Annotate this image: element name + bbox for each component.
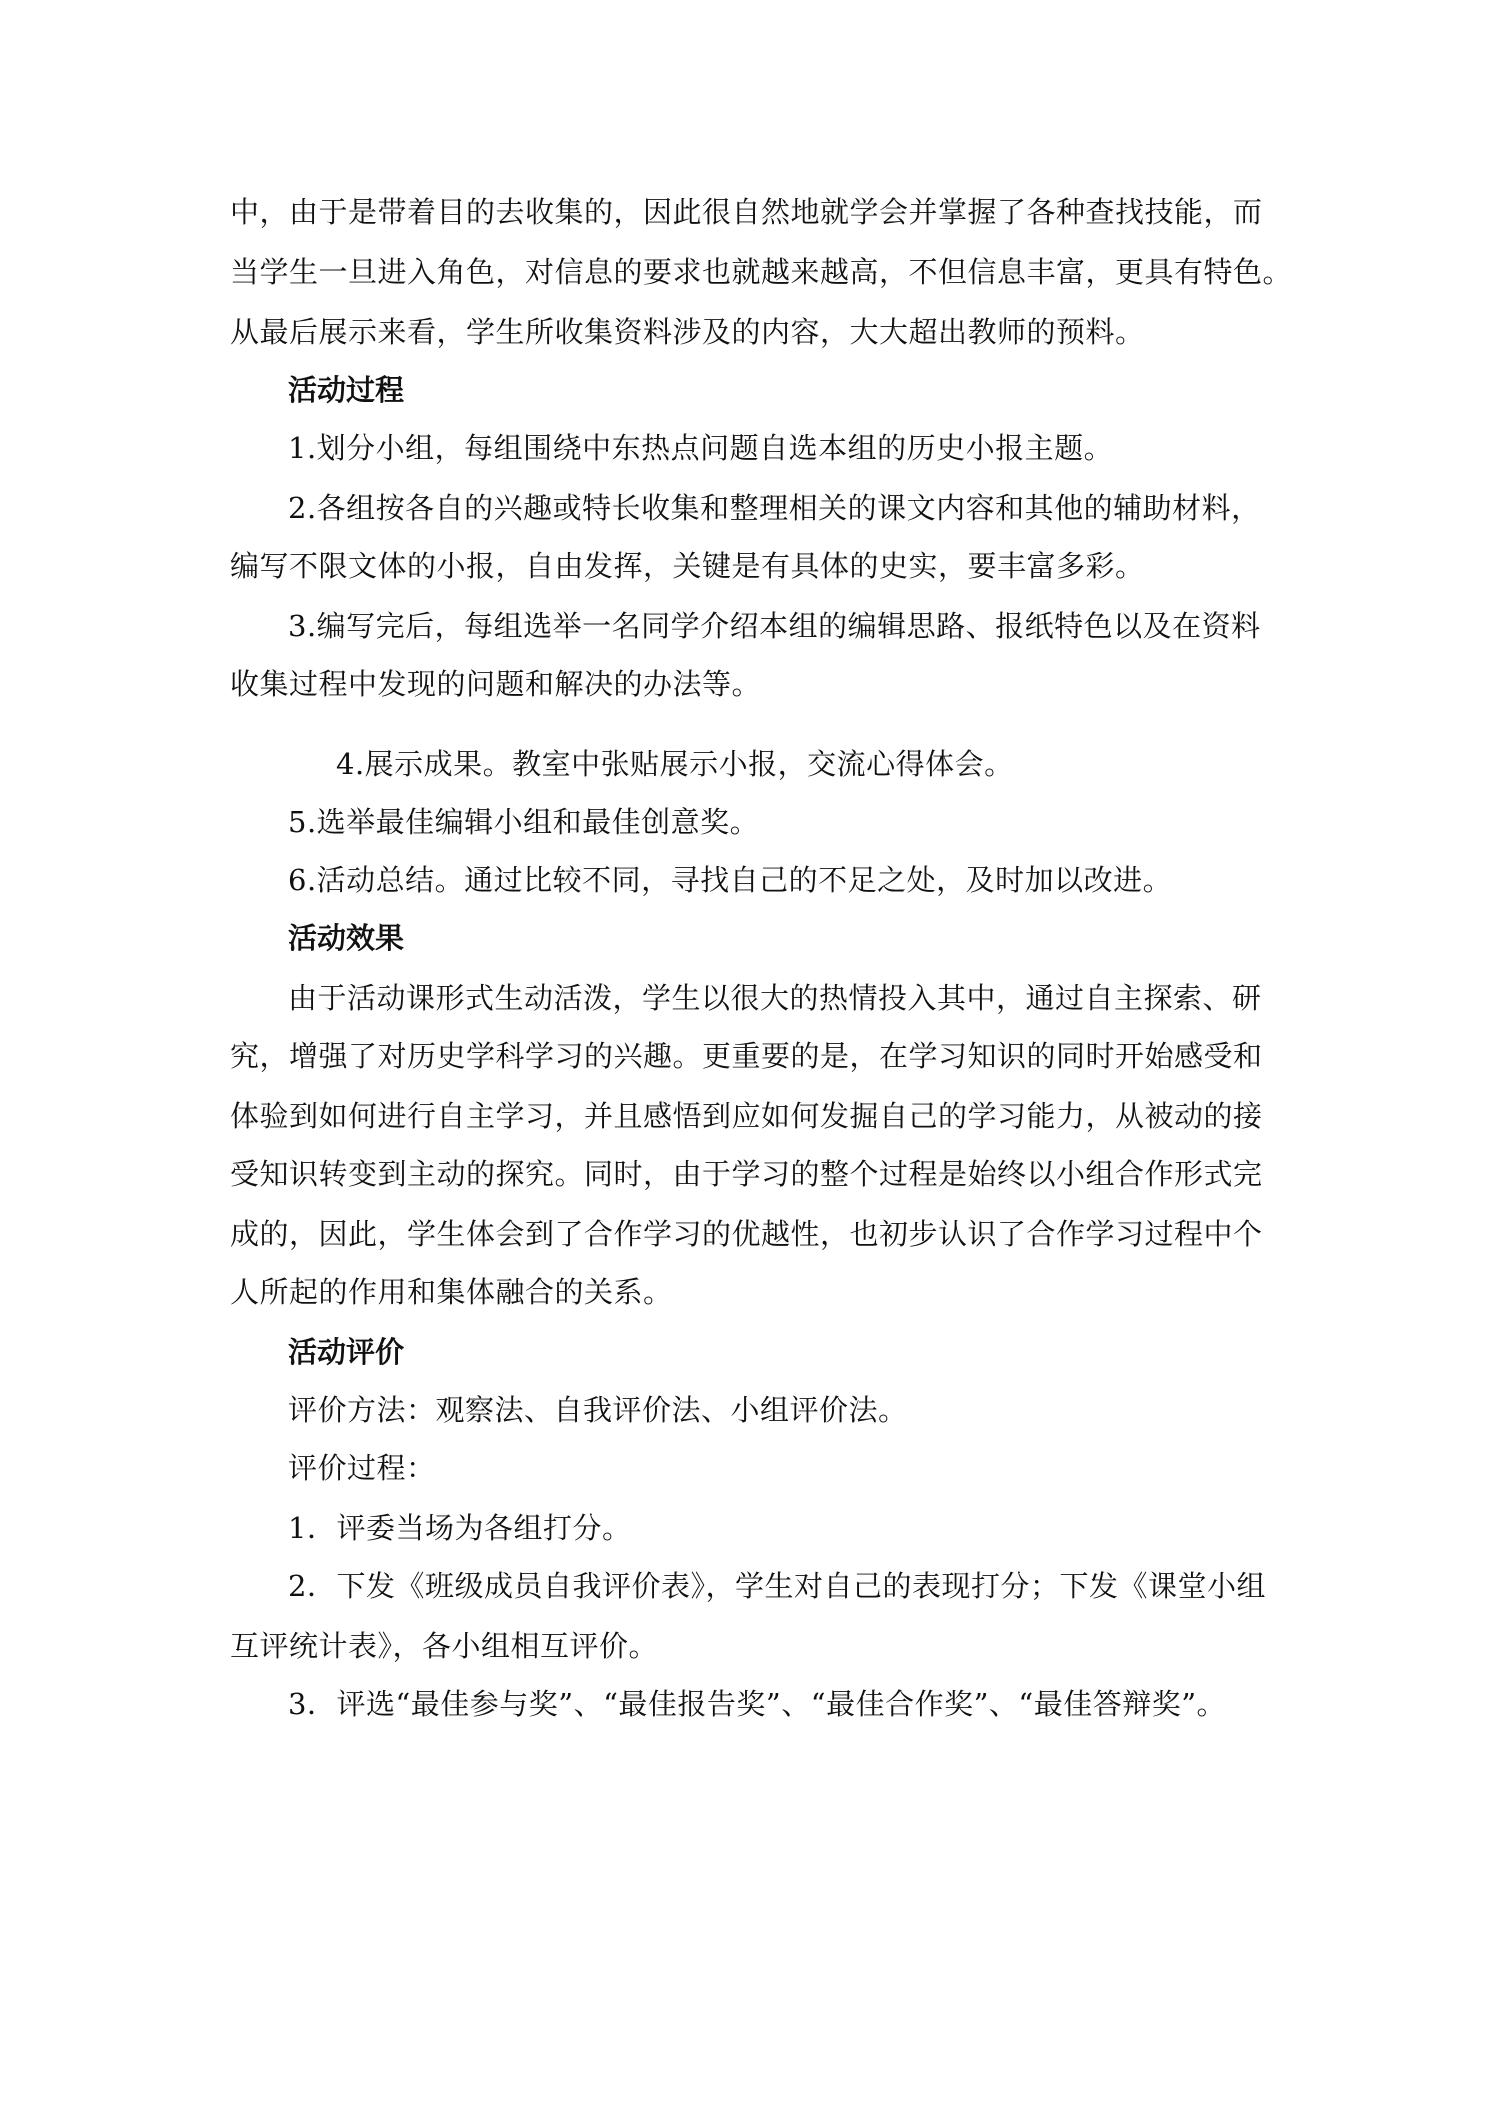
list-item: 2.各组按各自的兴趣或特长收集和整理相关的课文内容和其他的辅助材料， <box>288 491 1261 525</box>
list-item: 3.编写完后，每组选举一名同学介绍本组的编辑思路、报纸特色以及在资料 <box>288 609 1261 643</box>
list-item: 3．评选“最佳参与奖”、“最佳报告奖”、“最佳合作奖”、“最佳答辩奖”。 <box>288 1687 1227 1721</box>
list-item-continuation: 收集过程中发现的问题和解决的办法等。 <box>230 667 762 701</box>
paragraph-line: 受知识转变到主动的探究。同时，由于学习的整个过程是始终以小组合作形式完 <box>230 1157 1263 1191</box>
paragraph-line: 人所起的作用和集体融合的关系。 <box>230 1275 673 1309</box>
list-item-continuation: 编写不限文体的小报，自由发挥，关键是有具体的史实，要丰富多彩。 <box>230 549 1145 583</box>
list-item: 6.活动总结。通过比较不同，寻找自己的不足之处，及时加以改进。 <box>288 863 1173 897</box>
paragraph-line: 中，由于是带着目的去收集的，因此很自然地就学会并掌握了各种查找技能，而 <box>230 195 1263 229</box>
paragraph-line: 体验到如何进行自主学习，并且感悟到应如何发掘自己的学习能力，从被动的接 <box>230 1099 1263 1133</box>
list-item: 5.选举最佳编辑小组和最佳创意奖。 <box>288 805 760 839</box>
section-heading-effect: 活动效果 <box>288 921 405 955</box>
section-heading-process: 活动过程 <box>288 373 405 407</box>
paragraph-line: 当学生一旦进入角色，对信息的要求也就越来越高，不但信息丰富，更具有特色。 <box>230 255 1293 289</box>
paragraph-line: 评价方法：观察法、自我评价法、小组评价法。 <box>288 1393 908 1427</box>
paragraph-line: 评价过程： <box>288 1451 436 1485</box>
paragraph-line: 从最后展示来看，学生所收集资料涉及的内容，大大超出教师的预料。 <box>230 315 1145 349</box>
paragraph-line: 由于活动课形式生动活泼，学生以很大的热情投入其中，通过自主探索、研 <box>288 981 1262 1015</box>
list-item: 4.展示成果。教室中张贴展示小报，交流心得体会。 <box>336 747 1014 781</box>
list-item: 2．下发《班级成员自我评价表》，学生对自己的表现打分；下发《课堂小组 <box>288 1569 1266 1603</box>
list-item: 1.划分小组，每组围绕中东热点问题自选本组的历史小报主题。 <box>288 431 1114 465</box>
list-item: 1．评委当场为各组打分。 <box>288 1511 632 1545</box>
paragraph-line: 究，增强了对历史学科学习的兴趣。更重要的是，在学习知识的同时开始感受和 <box>230 1039 1263 1073</box>
paragraph-line: 成的，因此，学生体会到了合作学习的优越性，也初步认识了合作学习过程中个 <box>230 1217 1263 1251</box>
section-heading-evaluation: 活动评价 <box>288 1335 405 1369</box>
list-item-continuation: 互评统计表》，各小组相互评价。 <box>230 1629 659 1663</box>
